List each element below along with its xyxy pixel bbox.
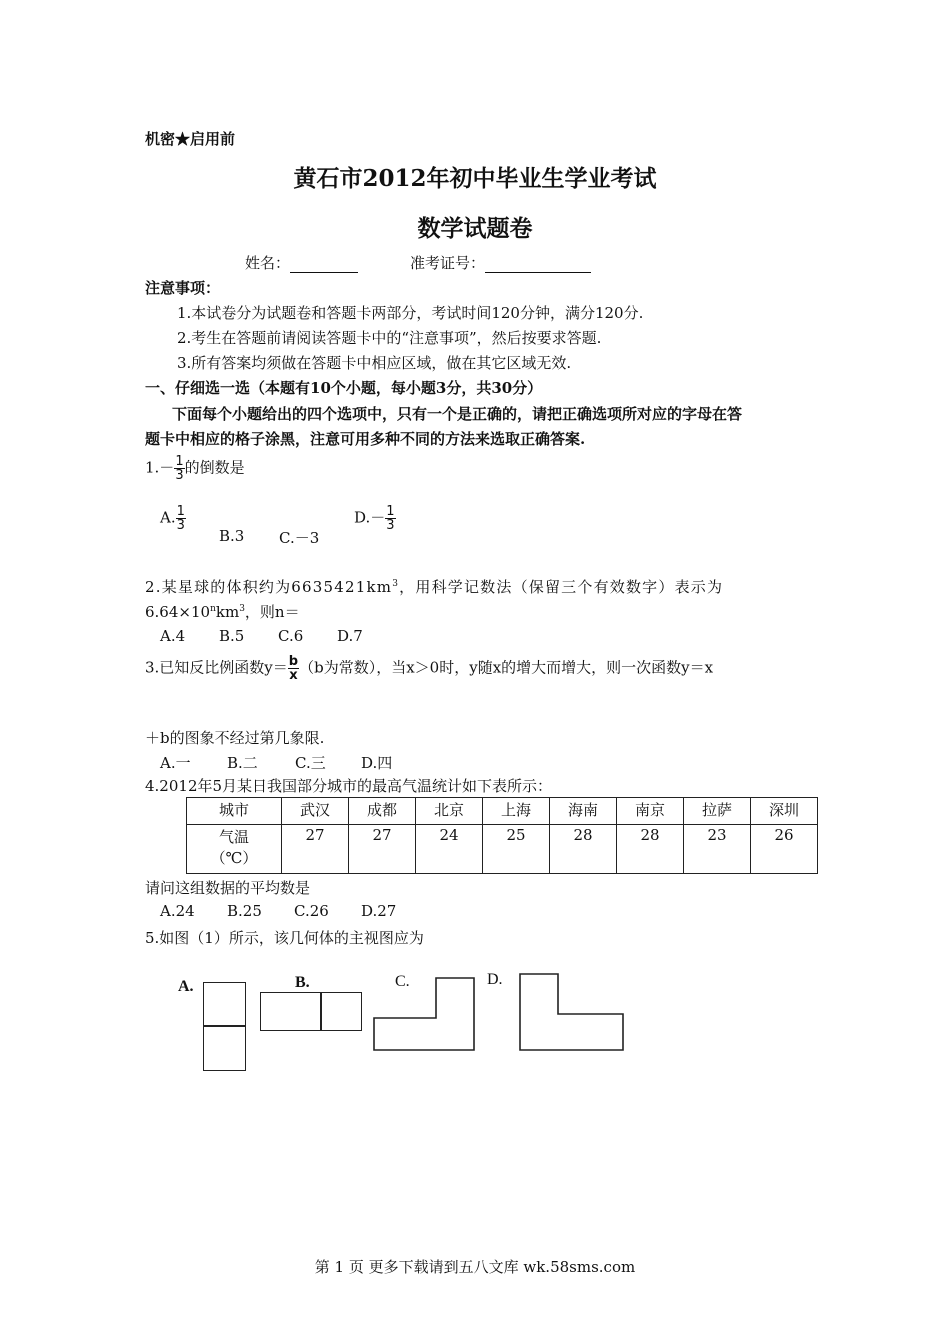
table-cell: 28 [550,825,617,874]
section-heading: 一、仔细选一选（本题有10个小题，每小题3分，共30分） [145,379,543,397]
question-1 [145,455,245,482]
q2-text: 2.某星球的体积约为6635421km [145,578,393,596]
q1-option-a-fraction [176,505,186,532]
name-label: 姓名： [245,254,291,272]
q1-fraction [174,455,184,482]
temperature-table [186,797,818,874]
q1-option-a [160,505,186,532]
q1-frac-den: 3 [175,468,184,483]
q2-option-a: A.4 [160,627,186,645]
table-row [187,825,818,874]
table-cell: 成都 [349,798,416,825]
q1-prefix: 1.－ [145,458,175,477]
question-3-line2: ＋b的图象不经过第几象限. [145,729,325,747]
q3-text: 3.已知反比例函数y＝ [145,658,288,677]
frac-den: 3 [176,518,185,533]
option-label: A. [160,508,176,527]
note-item: 2.考生在答题前请阅读答题卡中的“注意事项”，然后按要求答题. [177,329,602,347]
table-cell: 南京 [617,798,684,825]
table-cell: 海南 [550,798,617,825]
q1-option-d [354,505,396,532]
superscript: n [210,604,216,614]
notes-heading: 注意事项： [145,279,221,297]
note-item: 1.本试卷分为试题卷和答题卡两部分，考试时间120分钟，满分120分. [177,304,644,322]
table-cell: 23 [684,825,751,874]
question-4: 4.2012年5月某日我国部分城市的最高气温统计如下表所示： [145,777,553,795]
table-cell: 28 [617,825,684,874]
superscript: 3 [392,579,400,589]
id-blank [485,256,591,273]
table-cell: 27 [349,825,416,874]
q5-label-a: A. [178,978,194,995]
confidential-label: 机密★启用前 [145,130,236,148]
id-field [410,252,591,273]
q3-fraction [288,655,299,682]
q1-suffix: 的倒数是 [184,458,245,477]
question-4-ask: 请问这组数据的平均数是 [145,879,311,897]
table-header-cell: 城市 [187,798,282,825]
option-label: D.－ [354,508,386,527]
q1-option-c: C.－3 [279,529,320,547]
q5-label-d: D. [487,971,503,988]
superscript: 3 [239,604,245,614]
q4-option-a: A.24 [160,902,195,920]
frac-num: 1 [386,504,395,519]
name-field [245,252,358,273]
table-cell: 24 [416,825,483,874]
q5-shape-a-bottom [203,1025,246,1071]
q5-shape-a-top [203,982,246,1027]
q2-text: ，则n＝ [244,603,300,621]
section-instruction: 题卡中相应的格子涂黑，注意可用多种不同的方法来选取正确答案. [145,430,586,448]
table-cell: 上海 [483,798,550,825]
table-cell: 武汉 [282,798,349,825]
table-cell: 拉萨 [684,798,751,825]
exam-title: 黄石市2012年初中毕业生学业考试 [293,165,657,192]
q1-option-b: B.3 [219,527,245,545]
q5-shape-c [370,970,480,1056]
q5-label-c: C. [395,973,410,990]
q5-shape-d [515,970,627,1056]
q5-shape-b-right [320,992,362,1031]
q1-option-d-fraction [385,505,395,532]
frac-den: 3 [386,518,395,533]
q2-option-d: D.7 [337,627,363,645]
paper-title: 数学试题卷 [417,215,533,242]
table-cell: 北京 [416,798,483,825]
q3-option-a: A.一 [160,754,191,772]
q2-text: km [215,603,240,621]
table-cell: 25 [483,825,550,874]
q2-text: 6.64×10 [145,603,211,621]
name-blank [290,256,358,273]
question-5: 5.如图（1）所示，该几何体的主视图应为 [145,929,424,947]
frac-den: x [289,668,298,683]
q2-option-b: B.5 [219,627,245,645]
temp-unit: （℃） [210,849,258,867]
question-2-line2 [145,601,300,622]
section-instruction: 下面每个小题给出的四个选项中，只有一个是正确的，请把正确选项所对应的字母在答 [172,405,743,423]
table-cell: 深圳 [751,798,818,825]
q2-option-c: C.6 [278,627,304,645]
q3-option-b: B.二 [227,754,258,772]
q3-option-d: D.四 [361,754,393,772]
frac-num: 1 [176,504,185,519]
frac-num: b [288,654,299,669]
q3-text: （b为常数），当x＞0时，y随x的增大而增大，则一次函数y＝x [299,658,714,677]
q3-option-c: C.三 [295,754,326,772]
table-row [187,798,818,825]
table-cell: 27 [282,825,349,874]
note-item: 3.所有答案均须做在答题卡中相应区域，做在其它区域无效. [177,354,572,372]
q4-option-c: C.26 [294,902,329,920]
page-footer: 第 1 页 更多下载请到五八文库 wk.58sms.com [314,1258,636,1276]
table-header-cell [187,825,282,874]
q4-option-d: D.27 [361,902,397,920]
q1-frac-num: 1 [175,454,184,469]
q5-label-b: B. [295,974,310,991]
temp-label: 气温 [218,828,249,846]
q4-option-b: B.25 [227,902,262,920]
table-cell: 26 [751,825,818,874]
q2-text: ，用科学记数法（保留三个有效数字）表示为 [399,578,724,596]
q5-shape-b-left [260,992,322,1031]
id-label: 准考证号： [410,254,486,272]
question-3 [145,655,713,682]
question-2 [145,576,723,597]
